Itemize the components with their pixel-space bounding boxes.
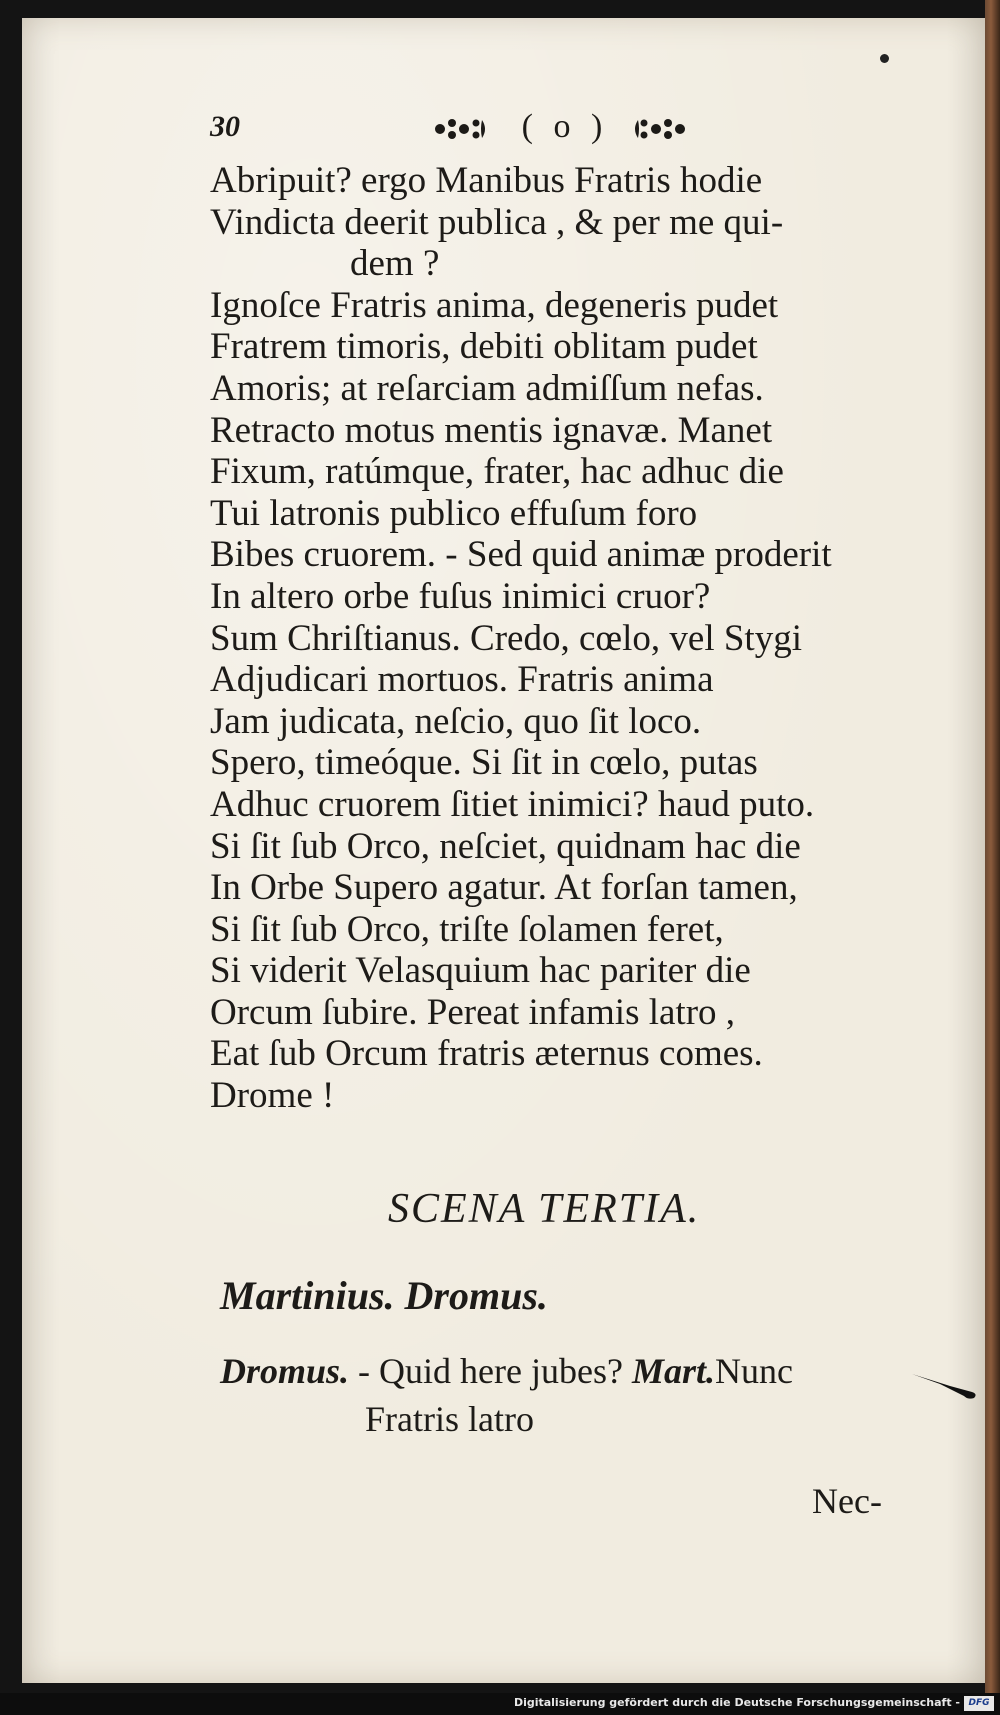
- verse-line: Si viderit Velasquium hac pariter die: [210, 950, 751, 992]
- dialogue-continuation: Fratris latro: [365, 1399, 534, 1439]
- verse-line: In altero orbe fuſus inimici cruor?: [210, 575, 711, 617]
- verse-line: Abripuit? ergo Manibus Fratris hodie: [210, 160, 763, 201]
- dialogue-text: Nunc: [714, 1351, 793, 1391]
- verse-line: In Orbe Supero agatur. At forſan tamen,: [210, 867, 798, 909]
- catchword: Nec-: [812, 1481, 882, 1521]
- footer-credit: Digitalisierung gefördert durch die Deutsche Forschungsgemeinschaft -: [513, 1696, 960, 1709]
- verse-line: Retracto motus mentis ignavæ. Manet: [210, 409, 773, 451]
- verse-line: Ignoſce Fratris anima, degeneris pudet: [210, 284, 779, 326]
- ornament-left-icon: [432, 114, 490, 144]
- verse-line: Adhuc cruorem ſitiet inimici? haud puto.: [210, 783, 815, 825]
- verse-line: Eat ſub Orcum fratris æternus comes.: [210, 1033, 763, 1075]
- verse-line: Amoris; at reſarciam admiſſum nefas.: [210, 367, 764, 409]
- verse-line: Vindicta deerit publica , & per me qui-: [210, 201, 784, 243]
- dfg-logo: DFG: [964, 1696, 994, 1711]
- page-header: [210, 108, 730, 148]
- verse-line: Adjudicari mortuos. Fratris anima: [210, 659, 714, 701]
- speaker-name: Dromus.: [220, 1351, 350, 1391]
- dialogue-line: [220, 1350, 980, 1392]
- verse-line: Tui latronis publico effuſum foro: [210, 492, 698, 534]
- scene-cast: Martinius. Dromus.: [220, 1273, 548, 1318]
- ink-dot: [880, 54, 889, 63]
- verse-line: Si ſit ſub Orco, triſte ſolamen feret,: [210, 908, 724, 950]
- verse-line: Si ſit ſub Orco, neſciet, quidnam hac die: [210, 825, 801, 867]
- verse-line: Jam judicata, neſcio, quo ſit loco.: [210, 700, 702, 742]
- verse-line: Fixum, ratúmque, frater, hac adhuc die: [210, 451, 784, 493]
- verse-line: Spero, timeóque. Si ſit in cœlo, putas: [210, 742, 758, 784]
- book-edge: [985, 0, 1000, 1715]
- page-number: 30: [210, 110, 240, 143]
- verse-line: dem ?: [350, 243, 440, 285]
- verse-line: Sum Chriſtianus. Credo, cœlo, vel Stygi: [210, 617, 802, 659]
- verse-line: Bibes cruorem. - Sed quid animæ proderit: [210, 534, 832, 576]
- footer-bar: [0, 1693, 1000, 1715]
- ink-blot-icon: [910, 1370, 980, 1400]
- verse-line: Fratrem timoris, debiti oblitam pudet: [210, 326, 758, 368]
- verse-line: Orcum ſubire. Pereat infamis latro ,: [210, 991, 736, 1033]
- scene-title: SCENA TERTIA.: [388, 1186, 701, 1232]
- verse-line: Drome !: [210, 1075, 335, 1117]
- verse-block: [210, 160, 950, 1117]
- speaker-name: Mart.: [631, 1351, 715, 1391]
- dialogue-text: - Quid here jubes?: [349, 1351, 632, 1391]
- header-paren: ( o ): [521, 108, 609, 145]
- ornament-right-icon: [630, 114, 688, 144]
